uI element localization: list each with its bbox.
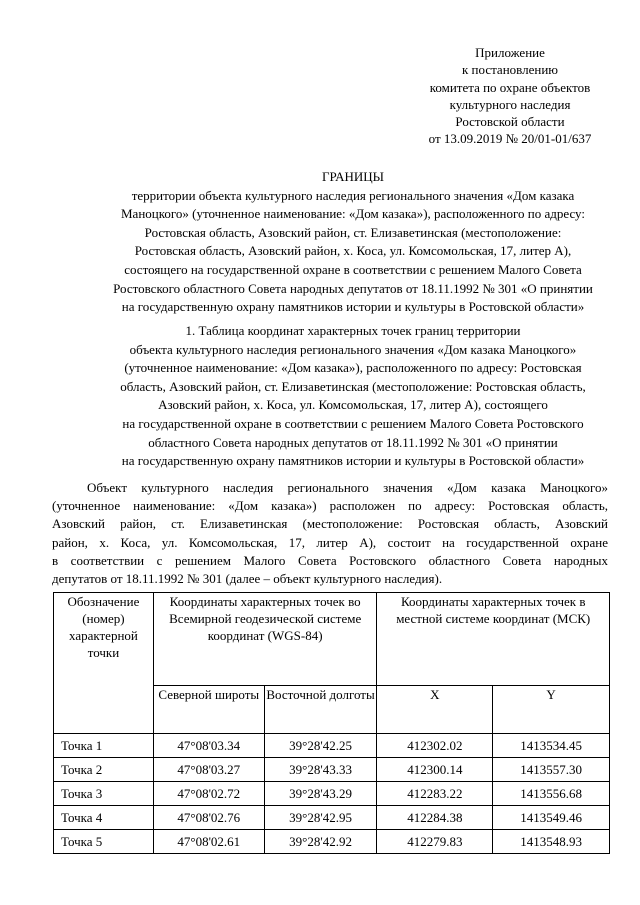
cell-y: 1413549.46 — [493, 806, 610, 830]
section-line: на государственной охране в соответствии с решением Малого Совета Ростовского — [122, 415, 584, 431]
table-row — [54, 830, 610, 854]
table-row — [54, 806, 610, 830]
title-line: Ростовская область, Азовский район, х. Коса, ул. Комсомольская, 17, литер А), — [134, 243, 572, 259]
cell-east: 39°28'42.92 — [264, 830, 377, 854]
cell-east: 39°28'43.33 — [264, 758, 377, 782]
coordinates-table — [53, 592, 610, 854]
section-line: Азовский район, х. Коса, ул. Комсомольская, 17, литер А), состоящего — [158, 397, 548, 413]
section-line: 1. Таблица координат характерных точек границ территории — [185, 323, 521, 338]
cell-east: 39°28'43.29 — [264, 782, 377, 806]
cell-y: 1413557.30 — [493, 758, 610, 782]
cell-north: 47°08'03.27 — [153, 758, 264, 782]
table-header-row — [54, 593, 610, 686]
cell-point: Точка 5 — [54, 830, 154, 854]
cell-point: Точка 2 — [54, 758, 154, 782]
paragraph-line: (уточненное наименование: «Дом казака») расположен по адресу: Ростовская область, — [52, 498, 608, 514]
section-line: (уточненное наименование: «Дом казака»), расположенного по адресу: Ростовская — [124, 360, 582, 376]
appendix-note — [360, 44, 640, 148]
header-north: Северной широты — [153, 686, 264, 734]
cell-point: Точка 3 — [54, 782, 154, 806]
cell-east: 39°28'42.95 — [264, 806, 377, 830]
header-point: Обозначение (номер) характерной точки — [54, 593, 154, 734]
paragraph-line: в соответствии с решением Малого Совета Ростовского областного Совета народных — [52, 552, 608, 568]
title-heading: ГРАНИЦЫ — [322, 169, 384, 184]
appendix-line: от 13.09.2019 № 20/01-01/637 — [428, 131, 592, 147]
cell-x: 412284.38 — [377, 806, 493, 830]
document-title — [36, 168, 640, 317]
cell-point: Точка 1 — [54, 734, 154, 758]
paragraph-line: депутатов от 18.11.1992 № 301 (далее – объект культурного наследия). — [52, 571, 443, 587]
section-line: на государственную охрану памятников истории и культуры в Ростовской области» — [121, 453, 585, 469]
table-row — [54, 782, 610, 806]
header-msk: Координаты характерных точек в местной системе координат (МСК) — [377, 593, 610, 686]
paragraph-line: район, х. Коса, ул. Комсомольская, 17, литер А), состоит на государственной охране — [52, 534, 608, 550]
body-paragraph — [52, 479, 608, 588]
cell-y: 1413534.45 — [493, 734, 610, 758]
header-wgs: Координаты характерных точек во Всемирной геодезической системе координат (WGS-84) — [153, 593, 377, 686]
section-line: объекта культурного наследия регионального значения «Дом казака Маноцкого» — [129, 341, 577, 357]
appendix-line: комитета по охране объектов — [429, 79, 591, 95]
table-row — [54, 734, 610, 758]
cell-y: 1413556.68 — [493, 782, 610, 806]
cell-x: 412279.83 — [377, 830, 493, 854]
section-heading — [36, 322, 640, 471]
cell-east: 39°28'42.25 — [264, 734, 377, 758]
title-line: Ростовская область, Азовский район, ст. Елизаветинская (местоположение: — [144, 224, 562, 240]
title-line: Ростовского областного Совета народных депутатов от 18.11.1992 № 301 «О принятии — [113, 280, 593, 296]
appendix-line: культурного наследия — [449, 96, 571, 112]
appendix-line: Приложение — [475, 45, 545, 60]
header-x: X — [377, 686, 493, 734]
cell-north: 47°08'02.72 — [153, 782, 264, 806]
cell-north: 47°08'02.76 — [153, 806, 264, 830]
title-line: состоящего на государственной охране в соответствии с решением Малого Совета — [124, 261, 582, 277]
cell-x: 412283.22 — [377, 782, 493, 806]
header-east: Восточной долготы — [264, 686, 377, 734]
table-row — [54, 758, 610, 782]
title-line: территории объекта культурного наследия регионального значения «Дом казака — [131, 187, 575, 203]
appendix-line: Ростовской области — [455, 114, 565, 130]
cell-north: 47°08'02.61 — [153, 830, 264, 854]
paragraph-line: Азовский район, ст. Елизаветинская (местоположение: Ростовская область, Азовский — [52, 516, 608, 532]
section-line: областного Совета народных депутатов от 18.11.1992 № 301 «О принятии — [148, 434, 558, 450]
cell-north: 47°08'03.34 — [153, 734, 264, 758]
section-line: область, Азовский район, ст. Елизаветинская (местоположение: Ростовская область, — [120, 378, 586, 394]
cell-point: Точка 4 — [54, 806, 154, 830]
appendix-line: к постановлению — [461, 62, 559, 78]
header-y: Y — [493, 686, 610, 734]
cell-x: 412302.02 — [377, 734, 493, 758]
title-line: на государственную охрану памятников истории и культуры в Ростовской области» — [121, 299, 585, 315]
paragraph-line: Объект культурного наследия регионального значения «Дом казака Маноцкого» — [87, 480, 608, 495]
cell-x: 412300.14 — [377, 758, 493, 782]
cell-y: 1413548.93 — [493, 830, 610, 854]
title-line: Маноцкого» (уточненное наименование: «Дом казака»), расположенного по адресу: — [120, 206, 585, 222]
